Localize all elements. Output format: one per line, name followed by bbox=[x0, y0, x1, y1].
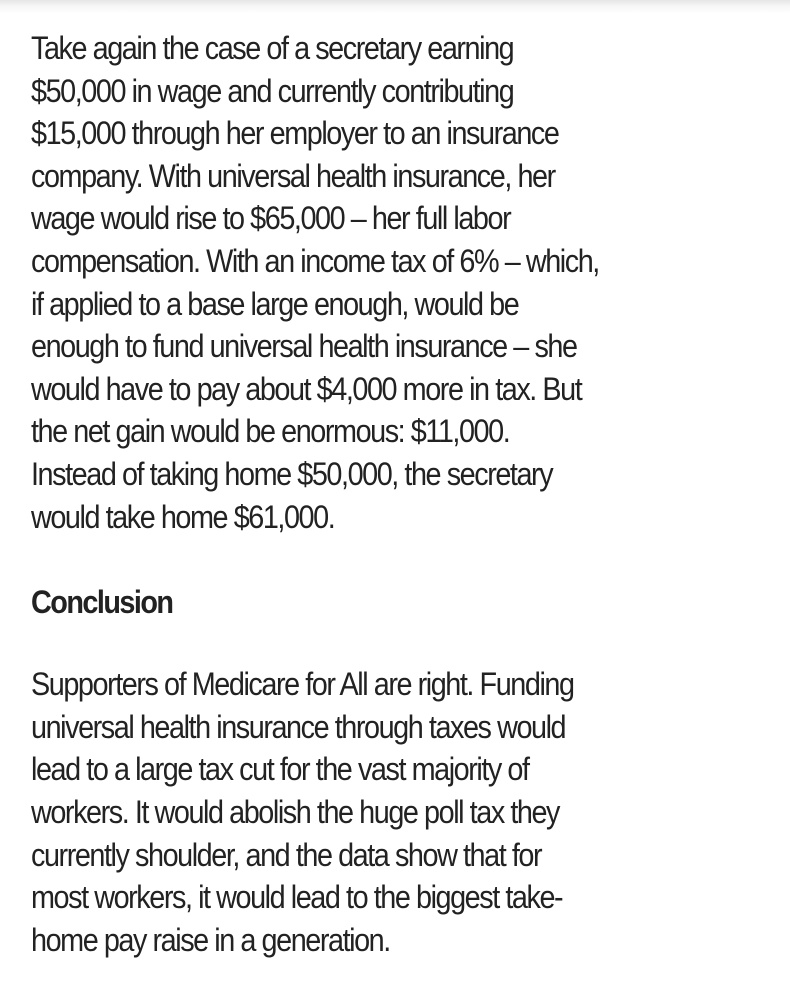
text-line: would have to pay about $4,000 more in tax. But bbox=[31, 370, 582, 407]
text-line: Take again the case of a secretary earning bbox=[31, 30, 514, 66]
paragraph-spacer bbox=[31, 623, 697, 663]
text-line: $50,000 in wage and currently contributing bbox=[31, 72, 514, 109]
paragraph-secretary-example bbox=[31, 27, 697, 538]
paragraph-spacer bbox=[31, 538, 697, 581]
section-heading-conclusion: Conclusion bbox=[31, 584, 173, 621]
text-line: company. With universal health insurance, her bbox=[31, 157, 555, 194]
text-line: home pay raise in a generation. bbox=[31, 921, 390, 958]
text-line: most workers, it would lead to the biggest take- bbox=[31, 879, 563, 916]
text-line: if applied to a base large enough, would be bbox=[31, 285, 519, 322]
text-line: Instead of taking home $50,000, the secretary bbox=[31, 455, 553, 492]
text-line: Supporters of Medicare for All are right. Funding bbox=[31, 666, 574, 703]
text-line: currently shoulder, and the data show that for bbox=[31, 836, 542, 873]
text-line: compensation. With an income tax of 6% – which, bbox=[31, 242, 599, 279]
text-line: enough to fund universal health insurance – she bbox=[31, 328, 577, 365]
article-body bbox=[31, 27, 697, 961]
top-edge-shadow bbox=[0, 0, 790, 14]
text-line: universal health insurance through taxes would bbox=[31, 708, 566, 745]
text-line: $15,000 through her employer to an insurance bbox=[31, 115, 559, 152]
paragraph-conclusion bbox=[31, 663, 697, 961]
text-line: the net gain would be enormous: $11,000. bbox=[31, 413, 510, 450]
text-line: would take home $61,000. bbox=[31, 498, 335, 535]
text-line: workers. It would abolish the huge poll tax they bbox=[31, 793, 560, 830]
text-line: wage would rise to $65,000 – her full labor bbox=[31, 200, 511, 237]
text-line: lead to a large tax cut for the vast majority of bbox=[31, 751, 529, 788]
